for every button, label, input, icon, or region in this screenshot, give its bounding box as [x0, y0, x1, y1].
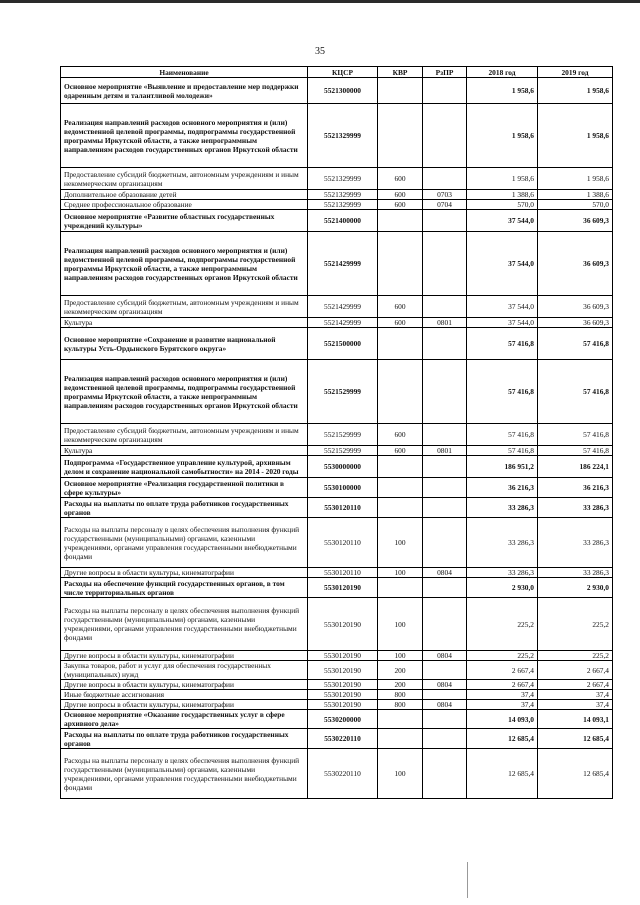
- row-2018: 57 416,8: [467, 360, 538, 424]
- row-2018: 225,2: [467, 651, 538, 661]
- table-row: [61, 651, 613, 661]
- row-name: Основное мероприятие «Сохранение и развитие национальной культуры Усть-Ордынского Бурятского округа»: [61, 328, 308, 360]
- row-rzpr: 0704: [423, 200, 467, 210]
- header-2019: 2019 год: [538, 67, 613, 78]
- row-2018: 37 544,0: [467, 318, 538, 328]
- row-rzpr: 0801: [423, 446, 467, 456]
- row-rzpr: [423, 424, 467, 446]
- row-2018: 57 416,8: [467, 424, 538, 446]
- row-2019: 1 388,6: [538, 190, 613, 200]
- row-kvr: 600: [378, 168, 423, 190]
- row-rzpr: [423, 498, 467, 518]
- row-2019: 225,2: [538, 651, 613, 661]
- row-rzpr: [423, 232, 467, 296]
- row-2019: 225,2: [538, 598, 613, 651]
- row-kcsr: 5521300000: [308, 78, 378, 104]
- row-kcsr: 5521500000: [308, 328, 378, 360]
- table-row: [61, 296, 613, 318]
- row-kvr: [378, 710, 423, 729]
- row-kvr: [378, 232, 423, 296]
- table-header-row: [61, 67, 613, 78]
- row-kcsr: 5521329999: [308, 168, 378, 190]
- budget-table: [60, 66, 613, 799]
- row-2018: 570,0: [467, 200, 538, 210]
- row-2019: 36 609,3: [538, 232, 613, 296]
- row-name: Другие вопросы в области культуры, кинематографии: [61, 680, 308, 690]
- row-2019: 57 416,8: [538, 328, 613, 360]
- row-2018: 14 093,0: [467, 710, 538, 729]
- row-kvr: [378, 360, 423, 424]
- row-kvr: 600: [378, 296, 423, 318]
- row-rzpr: [423, 168, 467, 190]
- header-rzpr: РзПР: [423, 67, 467, 78]
- row-2018: 2 667,4: [467, 661, 538, 680]
- row-kvr: 600: [378, 318, 423, 328]
- row-kcsr: 5530120190: [308, 680, 378, 690]
- row-2019: 37,4: [538, 700, 613, 710]
- row-2018: 37,4: [467, 700, 538, 710]
- row-name: Реализация направлений расходов основного мероприятия и (или) ведомственной целевой программы, подпрограммы государственной программы Иркутской области, а также непрограммным направлениям расходов государственных органов Иркутской области: [61, 232, 308, 296]
- row-name: Реализация направлений расходов основного мероприятия и (или) ведомственной целевой программы, подпрограммы государственной программы Иркутской области, а также непрограммным направлениям расходов государственных органов Иркутской области: [61, 360, 308, 424]
- row-name: Другие вопросы в области культуры, кинематографии: [61, 700, 308, 710]
- row-kcsr: 5521429999: [308, 296, 378, 318]
- scan-top-edge: [0, 0, 640, 3]
- table-row: [61, 456, 613, 478]
- table-row: [61, 598, 613, 651]
- row-rzpr: [423, 328, 467, 360]
- table-row: [61, 232, 613, 296]
- row-2019: 2 930,0: [538, 578, 613, 598]
- table-row: [61, 690, 613, 700]
- table-row: [61, 200, 613, 210]
- row-2019: 2 667,4: [538, 661, 613, 680]
- row-rzpr: [423, 104, 467, 168]
- table-row: [61, 518, 613, 568]
- row-kcsr: 5530120110: [308, 518, 378, 568]
- row-2019: 2 667,4: [538, 680, 613, 690]
- row-kvr: [378, 478, 423, 498]
- table-row: [61, 661, 613, 680]
- table-row: [61, 478, 613, 498]
- row-2019: 33 286,3: [538, 498, 613, 518]
- row-kvr: 100: [378, 749, 423, 799]
- row-2018: 186 951,2: [467, 456, 538, 478]
- row-2018: 37,4: [467, 690, 538, 700]
- row-rzpr: [423, 729, 467, 749]
- row-kcsr: 5530120190: [308, 690, 378, 700]
- row-kcsr: 5521529999: [308, 424, 378, 446]
- row-rzpr: [423, 360, 467, 424]
- row-2019: 570,0: [538, 200, 613, 210]
- row-name: Предоставление субсидий бюджетным, автономным учреждениям и иным некоммерческим организациям: [61, 424, 308, 446]
- row-2018: 1 388,6: [467, 190, 538, 200]
- table-row: [61, 210, 613, 232]
- row-kcsr: 5521529999: [308, 446, 378, 456]
- row-kvr: 100: [378, 651, 423, 661]
- row-kcsr: 5521329999: [308, 190, 378, 200]
- row-kcsr: 5530000000: [308, 456, 378, 478]
- row-name: Предоставление субсидий бюджетным, автономным учреждениям и иным некоммерческим организациям: [61, 296, 308, 318]
- row-kcsr: 5530200000: [308, 710, 378, 729]
- row-2019: 37,4: [538, 690, 613, 700]
- table-row: [61, 446, 613, 456]
- row-kcsr: 5530220110: [308, 729, 378, 749]
- row-kcsr: 5530220110: [308, 749, 378, 799]
- row-2019: 12 685,4: [538, 749, 613, 799]
- row-2018: 1 958,6: [467, 168, 538, 190]
- row-rzpr: [423, 749, 467, 799]
- row-rzpr: [423, 690, 467, 700]
- row-name: Основное мероприятие «Оказание государственных услуг в сфере архивного дела»: [61, 710, 308, 729]
- table-row: [61, 328, 613, 360]
- row-name: Другие вопросы в области культуры, кинематографии: [61, 568, 308, 578]
- row-name: Расходы на выплаты по оплате труда работников государственных органов: [61, 729, 308, 749]
- row-kcsr: 5521529999: [308, 360, 378, 424]
- row-rzpr: [423, 78, 467, 104]
- row-rzpr: 0804: [423, 651, 467, 661]
- row-kcsr: 5530120190: [308, 578, 378, 598]
- row-rzpr: [423, 518, 467, 568]
- row-name: Иные бюджетные ассигнования: [61, 690, 308, 700]
- row-kvr: 100: [378, 518, 423, 568]
- row-2018: 2 667,4: [467, 680, 538, 690]
- row-rzpr: [423, 598, 467, 651]
- header-kvr: КВР: [378, 67, 423, 78]
- row-rzpr: [423, 478, 467, 498]
- row-2019: 36 609,3: [538, 210, 613, 232]
- row-2018: 12 685,4: [467, 749, 538, 799]
- row-kcsr: 5530120190: [308, 661, 378, 680]
- row-rzpr: [423, 296, 467, 318]
- row-kvr: [378, 78, 423, 104]
- table-row: [61, 360, 613, 424]
- row-kcsr: 5530120190: [308, 700, 378, 710]
- row-2018: 33 286,3: [467, 498, 538, 518]
- table-row: [61, 680, 613, 690]
- row-name: Другие вопросы в области культуры, кинематографии: [61, 651, 308, 661]
- row-kvr: 100: [378, 568, 423, 578]
- row-name: Предоставление субсидий бюджетным, автономным учреждениям и иным некоммерческим организациям: [61, 168, 308, 190]
- row-2018: 37 544,0: [467, 210, 538, 232]
- row-rzpr: [423, 210, 467, 232]
- row-2019: 14 093,1: [538, 710, 613, 729]
- row-2019: 1 958,6: [538, 78, 613, 104]
- row-2019: 33 286,3: [538, 518, 613, 568]
- row-name: Среднее профессиональное образование: [61, 200, 308, 210]
- row-2018: 37 544,0: [467, 296, 538, 318]
- table-row: [61, 700, 613, 710]
- row-2018: 57 416,8: [467, 328, 538, 360]
- row-2019: 12 685,4: [538, 729, 613, 749]
- table-row: [61, 578, 613, 598]
- row-kvr: 600: [378, 424, 423, 446]
- header-2018: 2018 год: [467, 67, 538, 78]
- row-name: Основное мероприятие «Реализация государственной политики в сфере культуры»: [61, 478, 308, 498]
- row-kvr: [378, 456, 423, 478]
- row-kcsr: 5521429999: [308, 232, 378, 296]
- row-2019: 57 416,8: [538, 360, 613, 424]
- row-2018: 2 930,0: [467, 578, 538, 598]
- row-2019: 36 609,3: [538, 296, 613, 318]
- table-row: [61, 104, 613, 168]
- row-kcsr: 5530120110: [308, 568, 378, 578]
- row-2019: 36 609,3: [538, 318, 613, 328]
- row-kcsr: 5530100000: [308, 478, 378, 498]
- row-name: Расходы на выплаты персоналу в целях обеспечения выполнения функций государственными (муниципальными) органами, казенными учреждениями, органами управления государственными внебюджетными фондами: [61, 518, 308, 568]
- row-2019: 33 286,3: [538, 568, 613, 578]
- row-2018: 1 958,6: [467, 104, 538, 168]
- row-name: Основное мероприятие «Выявление и предоставление мер поддержки одаренным детям и талантливой молодежи»: [61, 78, 308, 104]
- row-rzpr: [423, 456, 467, 478]
- row-kcsr: 5521400000: [308, 210, 378, 232]
- row-rzpr: 0801: [423, 318, 467, 328]
- table-row: [61, 318, 613, 328]
- row-rzpr: 0703: [423, 190, 467, 200]
- row-kvr: 800: [378, 690, 423, 700]
- row-2018: 36 216,3: [467, 478, 538, 498]
- row-2018: 37 544,0: [467, 232, 538, 296]
- row-2019: 36 216,3: [538, 478, 613, 498]
- row-name: Реализация направлений расходов основного мероприятия и (или) ведомственной целевой программы, подпрограммы государственной программы Иркутской области, а также непрограммным направлениям расходов государственных органов Иркутской области: [61, 104, 308, 168]
- table-row: [61, 710, 613, 729]
- row-2019: 57 416,8: [538, 424, 613, 446]
- row-name: Расходы на выплаты по оплате труда работников государственных органов: [61, 498, 308, 518]
- row-name: Дополнительное образование детей: [61, 190, 308, 200]
- row-kcsr: 5530120190: [308, 598, 378, 651]
- row-rzpr: 0804: [423, 568, 467, 578]
- table-row: [61, 78, 613, 104]
- row-name: Закупка товаров, работ и услуг для обеспечения государственных (муниципальных) нужд: [61, 661, 308, 680]
- row-2018: 12 685,4: [467, 729, 538, 749]
- row-2019: 186 224,1: [538, 456, 613, 478]
- row-kvr: 600: [378, 446, 423, 456]
- row-kvr: 600: [378, 190, 423, 200]
- row-kcsr: 5530120110: [308, 498, 378, 518]
- row-kcsr: 5521329999: [308, 104, 378, 168]
- table-row: [61, 568, 613, 578]
- row-name: Культура: [61, 446, 308, 456]
- row-2019: 57 416,8: [538, 446, 613, 456]
- row-name: Расходы на обеспечение функций государственных органов, в том числе территориальных органов: [61, 578, 308, 598]
- row-2018: 57 416,8: [467, 446, 538, 456]
- table-row: [61, 424, 613, 446]
- table-row: [61, 168, 613, 190]
- row-kcsr: 5521429999: [308, 318, 378, 328]
- row-rzpr: 0804: [423, 680, 467, 690]
- row-2018: 1 958,6: [467, 78, 538, 104]
- row-kvr: 100: [378, 598, 423, 651]
- table-row: [61, 749, 613, 799]
- row-kvr: [378, 104, 423, 168]
- row-2018: 33 286,3: [467, 568, 538, 578]
- row-name: Расходы на выплаты персоналу в целях обеспечения выполнения функций государственными (муниципальными) органами, казенными учреждениями, органами управления государственными внебюджетными фондами: [61, 749, 308, 799]
- row-2019: 1 958,6: [538, 168, 613, 190]
- row-rzpr: 0804: [423, 700, 467, 710]
- row-kvr: 200: [378, 661, 423, 680]
- row-kcsr: 5521329999: [308, 200, 378, 210]
- row-kvr: [378, 498, 423, 518]
- row-kvr: 200: [378, 680, 423, 690]
- row-kvr: [378, 210, 423, 232]
- row-name: Расходы на выплаты персоналу в целях обеспечения выполнения функций государственными (муниципальными) органами, казенными учреждениями, органами управления государственными внебюджетными фондами: [61, 598, 308, 651]
- row-kvr: [378, 729, 423, 749]
- row-name: Подпрограмма «Государственное управление культурой, архивным делом и сохранение национальной самобытности» на 2014 - 2020 годы: [61, 456, 308, 478]
- scan-mark: [467, 862, 468, 898]
- row-name: Культура: [61, 318, 308, 328]
- row-2018: 33 286,3: [467, 518, 538, 568]
- table-row: [61, 498, 613, 518]
- row-kvr: [378, 328, 423, 360]
- row-kvr: [378, 578, 423, 598]
- table-row: [61, 729, 613, 749]
- row-rzpr: [423, 710, 467, 729]
- row-kcsr: 5530120190: [308, 651, 378, 661]
- page-number: 35: [315, 46, 325, 57]
- row-2018: 225,2: [467, 598, 538, 651]
- header-name: Наименование: [61, 67, 308, 78]
- row-rzpr: [423, 578, 467, 598]
- row-kvr: 800: [378, 700, 423, 710]
- row-name: Основное мероприятие «Развитие областных государственных учреждений культуры»: [61, 210, 308, 232]
- row-rzpr: [423, 661, 467, 680]
- table-row: [61, 190, 613, 200]
- row-2019: 1 958,6: [538, 104, 613, 168]
- header-kcsr: КЦСР: [308, 67, 378, 78]
- row-kvr: 600: [378, 200, 423, 210]
